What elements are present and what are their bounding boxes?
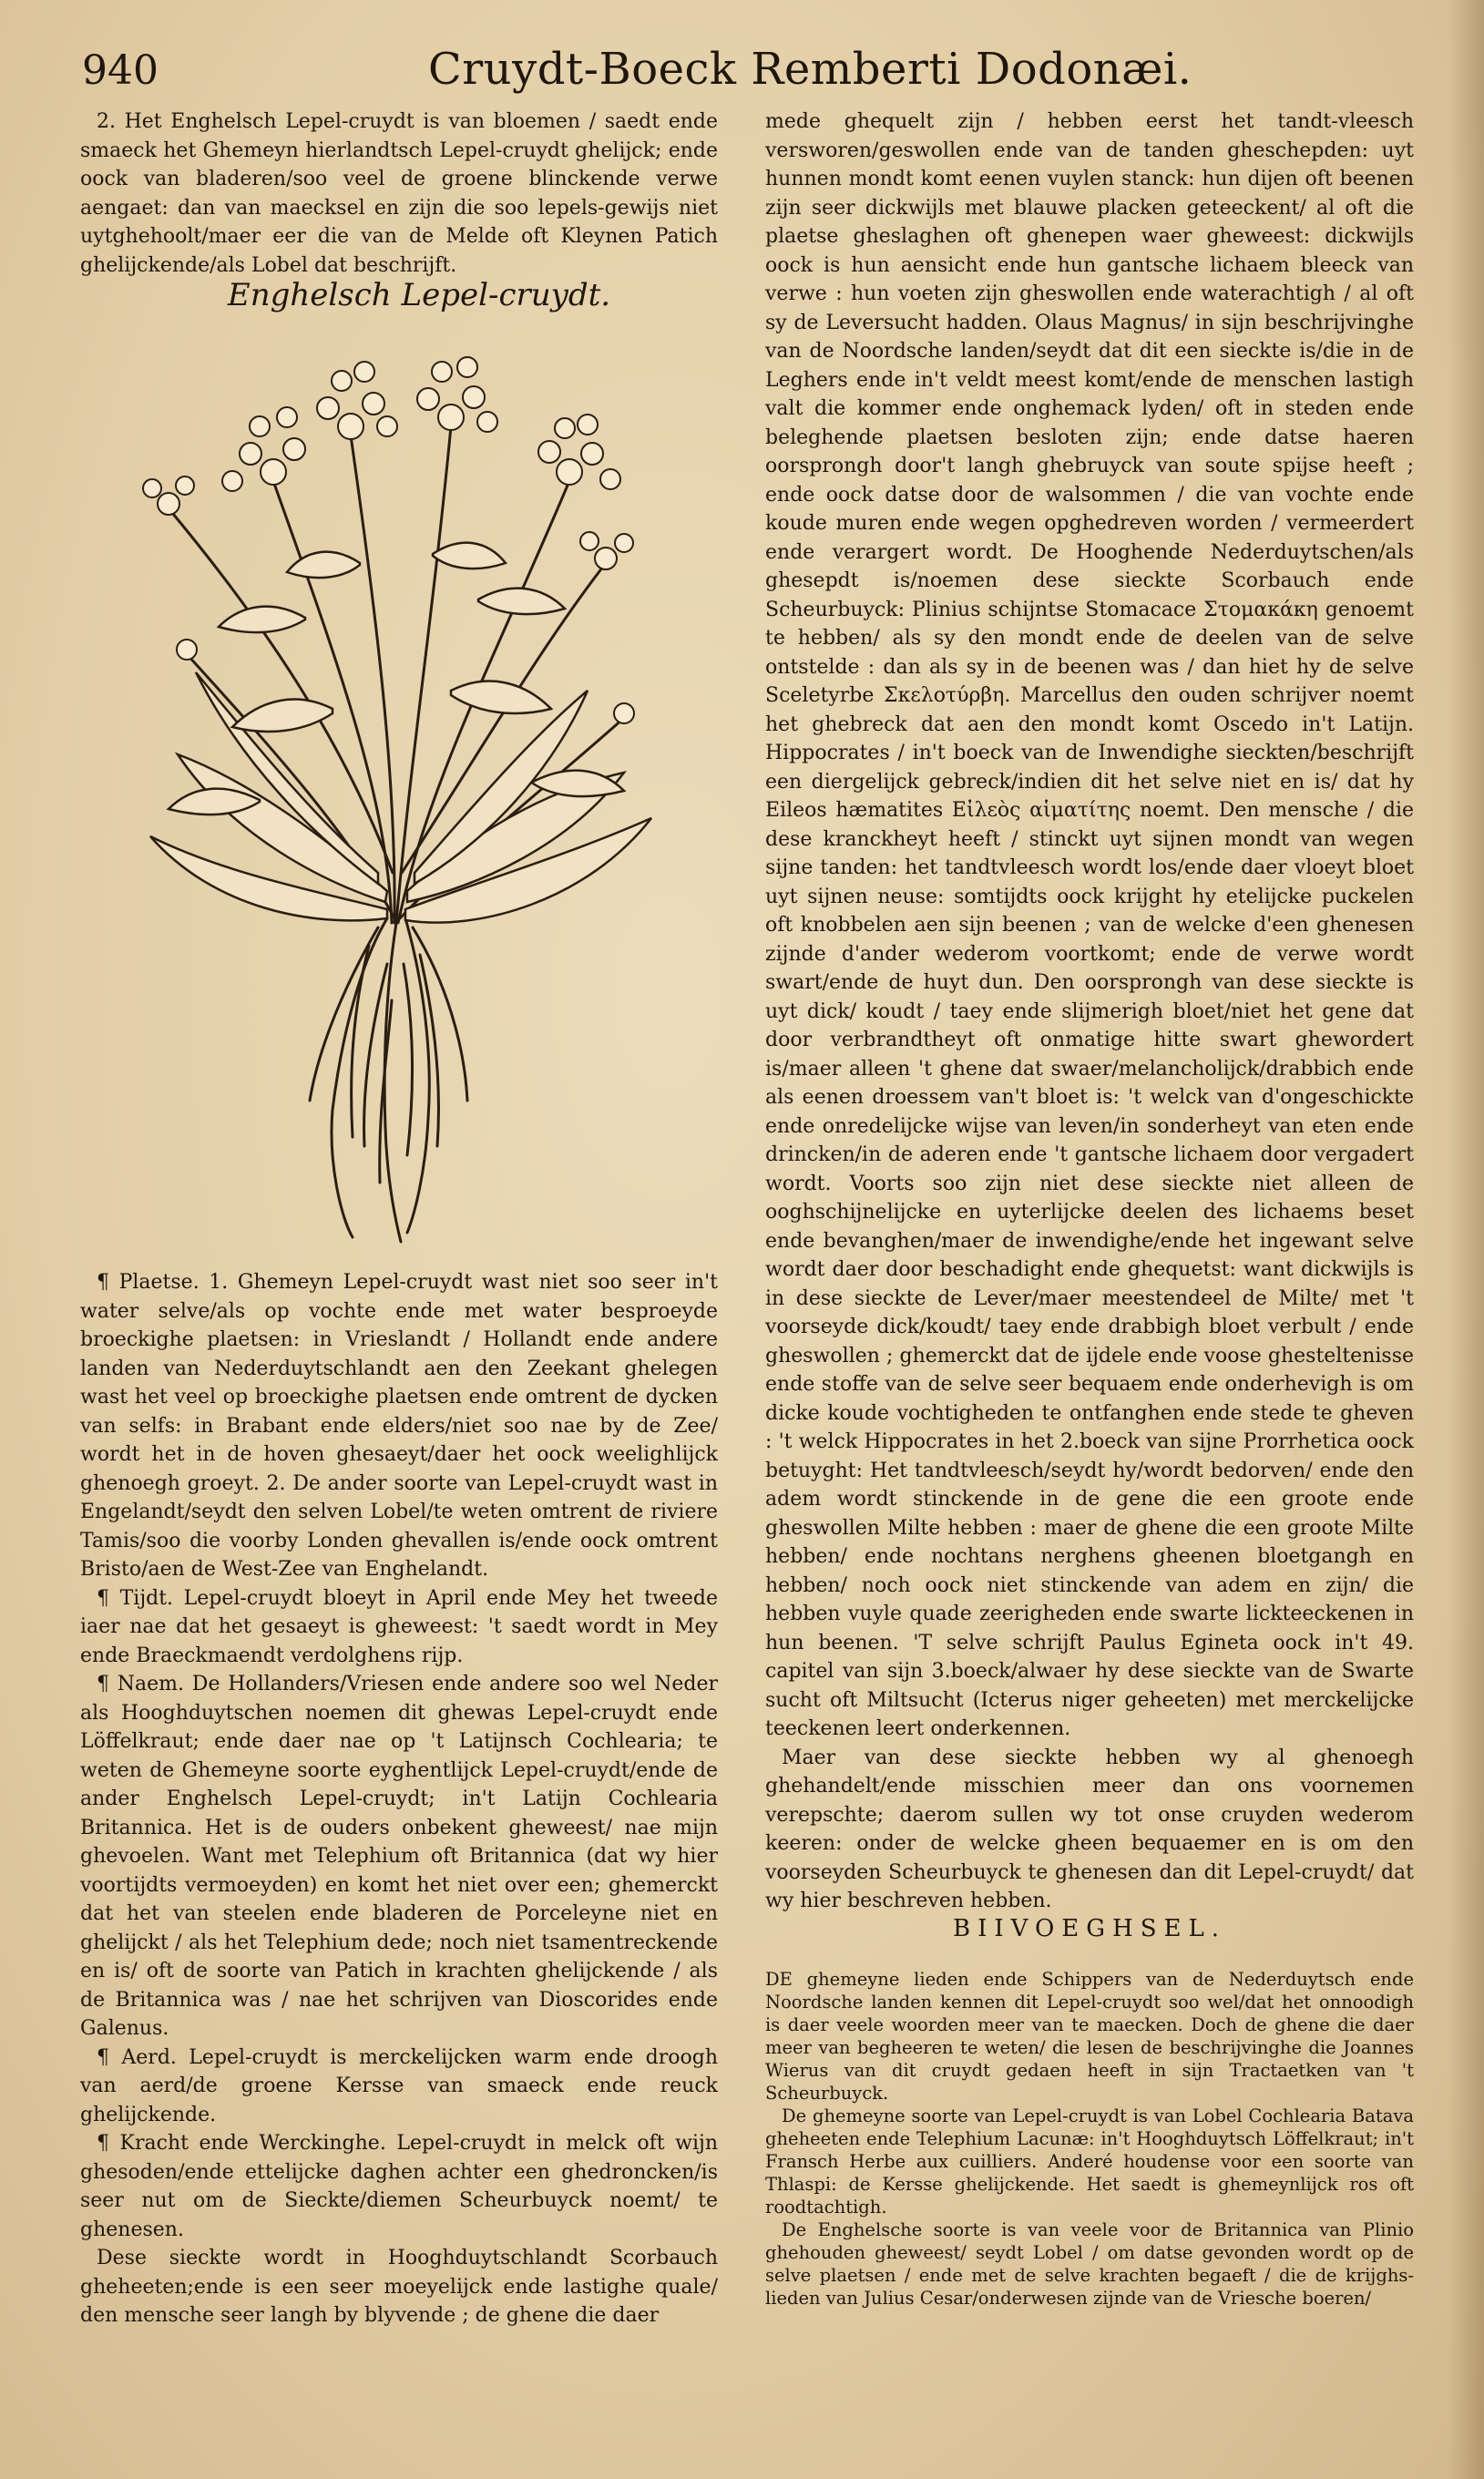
running-title: Cruydt-Boeck Remberti Dodonæi. — [428, 44, 1192, 95]
page-edge-shadow — [1448, 0, 1484, 2479]
right-column-body — [765, 108, 1414, 1916]
supplement-section — [765, 1968, 1414, 2310]
paragraph-sieckte: Dese sieckte wordt in Hooghduytschlandt Scorbauch gheheeten;ende is een seer moeyelijck ende lastighe quale/ den mensche seer langh by blyvende ; de ghene die daer — [80, 2247, 718, 2327]
paragraph-tijdt: ¶ Tijdt. Lepel-cruydt bloeyt in April ende Mey het tweede iaer nae dat het gesaeyt is gheweest: 't saedt wordt in Mey ende Braeckmaendt verdolghens rijp. — [80, 1586, 718, 1667]
paragraph-plaetse: ¶ Plaetse. 1. Ghemeyn Lepel-cruydt wast niet soo seer in't water selve/als op vochte ende met water besproeyde broeckighe plaetsen: in Vrieslandt / Hollandt ende andere landen van Nederduytschlandt aen den Zeekant ghelegen wast het veel op broeckighe plaetsen ende omtrent de dycken van selfs: in Brabant ende elders/niet soo nae by de Zee/ wordt het in de hoven ghesaeyt/daer het oock weelighlijck ghenoegh groeyt. 2. De ander soorte van Lepel-cruydt wast in Engelandt/seydt den selven Lobel/te weten omtrent de riviere Tamis/soo die voorby Londen ghevallen is/ende oock omtrent Bristo/aen de West-Zee van Enghelandt. — [80, 1271, 718, 1581]
left-column-intro — [80, 108, 718, 280]
paragraph-naem: ¶ Naem. De Hollanders/Vriesen ende andere soo wel Neder als Hooghduytschen noemen dit ghewas Lepel-cruydt ende Löffelkraut; ende daer nae op 't Latijnsch Cochlearia; te weten de Ghemeyne soorte eyghentlijck Lepel-cruydt/ende de ander Enghelsch Lepel-cruydt; in't Latijn Cochlearia Britannica. Het is de ouders onbekent gheweest/ nae mijn ghevoelen. Want met Telephium oft Britannica (dat wy hier voortijdts vermoeyden) en komt het niet over een; ghemerckt dat het van steelen ende bladeren de Porceleyne niet en ghelijckt / als het Telephium dede; noch niet tsamentreckende en is/ oft de soorte van Patich in krachten ghelijckende / als de Britannica was / nae het schrijven van Dioscorides ende Galenus. — [80, 1673, 718, 2040]
page-header — [0, 44, 1484, 108]
supplement-paragraph: De Enghelsche soorte is van veele voor de Britannica van Plinio ghehouden gheweest/ seydt Lobel / om datse gevonden wordt op de selve plaetsen / ende met de selve krachten begaeft / die de krijghs-lieden van Julius Cesar/onderwesen zijnde van de Vriesche boeren/ — [765, 2219, 1414, 2309]
page-number: 940 — [82, 47, 159, 94]
figure-caption: Enghelsch Lepel-cruydt. — [227, 277, 611, 313]
section-heading: BIIVOEGHSEL. — [952, 1915, 1227, 1942]
paragraph-maer: Maer van dese sieckte hebben wy al ghenoegh ghehandelt/ende misschien meer dan ons voornemen verepschte; daerom sullen wy tot onse cruyden wederom keeren: onder de welcke gheen bequaemer en is om den voorseyden Scheurbuyck te ghenesen dan dit Lepel-cruydt/ dat wy hier beschreven hebben. — [765, 1746, 1414, 1912]
supplement-paragraph: De ghemeyne soorte van Lepel-cruydt is van Lobel Cochlearia Batava gheheeten ende Telephium Lacunæ: in't Hooghduytsch Löffelkraut; in't Fransch Herbe aux cuilliers. Anderé houdense voor een soorte van Thlaspi: de Kersse ghelijckende. Het saedt is ghemeynlijck ros oft roodtachtigh. — [765, 2105, 1414, 2218]
supplement-paragraph: DE ghemeyne lieden ende Schippers van de Nederduytsch ende Noordsche landen kennen dit Lepel-cruydt soo wel/dat het onnoodigh is daer veele woorden meer van te maecken. Doch de ghene die daer meer van begheeren te weten/ die lesen de beschrijvinghe die Joannes Wierus van dit cruydt gedaen heeft in sijn Tractaetken van 't Scheurbuyck. — [765, 1969, 1414, 2104]
paragraph-kracht: ¶ Kracht ende Werckinghe. Lepel-cruydt in melck oft wijn ghesoden/ende ettelijcke daghen achter een ghedroncken/is seer nut om de Sieckte/diemen Scheurbuyck noemt/ te ghenesen. — [80, 2132, 718, 2241]
intro-paragraph: 2. Het Enghelsch Lepel-cruydt is van bloemen / saedt ende smaeck het Ghemeyn hierlandtsch Lepel-cruydt ghelijck; ende oock van bladeren/soo veel de groene blinckende verwe aengaet: dan van maecksel en zijn die soo lepels-gewijs niet uytghehoolt/maer eer die van de Melde oft Kleynen Patich ghelijckende/als Lobel dat beschrijft. — [80, 110, 718, 277]
lepel-cruydt-illustration — [114, 326, 679, 1246]
paragraph-aerd: ¶ Aerd. Lepel-cruydt is merckelijcken warm ende droogh van aerd/de groene Kersse van smaeck ende reuck ghelijckende. — [80, 2045, 718, 2126]
left-column-body — [80, 1268, 718, 2330]
paragraph-scheurbuyck: mede ghequelt zijn / hebben eerst het tandt-vleesch versworen/geswollen ende van de tanden gheschepden: uyt hunnen mondt komt eenen vuylen stanck: hun dijen oft beenen zijn seer dickwijls met blauwe placken geteeckent/ al oft die plaetse gheslaghen oft ghenepen waer gheweest: dickwijls oock is hun aensicht ende hun gantsche lichaem bleeck van verwe : hun voeten zijn gheswollen ende waterachtigh / al oft sy de Leversucht hadden. Olaus Magnus/ in sijn beschrijvinghe van de Noordsche landen/seydt dat dit een sieckte is/die in de Leghers ende in't veldt meest komt/ende de menschen lastigh valt die kommer ende onghemack lyden/ oft in steden ende beleghende plaetsen besloten zijn; ende datse haeren oorsprongh door't langh ghebruyck van soute spijse heeft ; ende oock datse door de walsommen / die van vochte ende koude muren ende wegen opghedreven worden / vermeerdert ende verargert wordt. De Hooghende Nederduytschen/als ghesepdt is/noemen dese sieckte Scorbauch ende Scheurbuyck: Plinius schijntse Stomacace Στομακάκη genoemt te hebben/ als sy den mondt ende de deelen van de selve ontstelde : dan als sy in de beenen was / dan hiet hy de selve Sceletyrbe Σκελοτύρβη. Marcellus den ouden schrijver noemt het ghebreck dat aen den mondt komt Oscedo in't Latijn. Hippocrates / in't boeck van de Inwendighe sieckten/beschrijft een diergelijck gebreck/indien dit het selve niet en is/ dat hy Eileos hæmatites Εἰλεὸς αἱματίτης noemt. Den mensche / die dese kranckheyt heeft / stinckt uyt sijnen mondt van wegen sijne tanden: het tandtvleesch wordt los/ende daer vloeyt bloet uyt sijnen neuse: somtijdts oock krijght hy etelijcke puckelen oft knobbelen aen sijn beenen ; van de welcke d'een ghenesen zijnde d'ander wederom voortkomt; ende de verwe wordt swart/ende de huyt dun. Den oorsprongh van dese sieckte is uyt dick/ koudt / taey ende slijmerigh bloet/niet het gene dat door verbrandtheyt oft onmatige hitte swart ghewordert is/maer alleen 't ghene dat swaer/melancholijck/drabbich ende als eenen droessem van't bloet is: 't welck van d'ongeschickte ende onredelijcke wijse van leven/in sonderheyt van eten ende drincken/in de aderen ende 't gantsche lichaem door vergadert wordt. Voorts soo zijn niet dese sieckte niet alleen de ooghschijnelijcke en uyterlijcke deelen des lichaems beset ende bevanghen/maer de inwendighe/ende het ingewant selve wordt daer door beschadight ende ghequetst: want dickwijls is in dese sieckte de Lever/maer meestendeel de Milte/ met 't voorseyde dick/koudt/ taey ende drabbigh bloet verbult / ende gheswollen ; ghemerckt dat de ijdele ende voose ghesteltenisse ende stoffe van de selve seer bequaem ende onderhevigh is om dicke koude vochtigheden te ontfanghen ende stede te gheven : 't welck Hippocrates in het 2.boeck van sijne Prorrhetica oock betuyght: Het tandtvleesch/seydt hy/wordt bedorven/ ende den adem wordt stinckende in de gene die een groote ende gheswollen Milte hebben : maer de ghene die een groote Milte hebben/ ende nochtans nerghens gheenen bloetgangh en hebben/ noch oock niet stinckende van adem en zijn/ die hebben vuyle quade zeerigheden ende swarte lickteeckenen in hun beenen. 'T selve schrijft Paulus Egineta oock in't 49. capitel van sijn 3.boeck/alwaer hy dese sieckte van de Swarte sucht oft Miltsucht (Icterus niger geheeten) met merckelijcke teeckenen leert onderkennen. — [765, 110, 1414, 1740]
